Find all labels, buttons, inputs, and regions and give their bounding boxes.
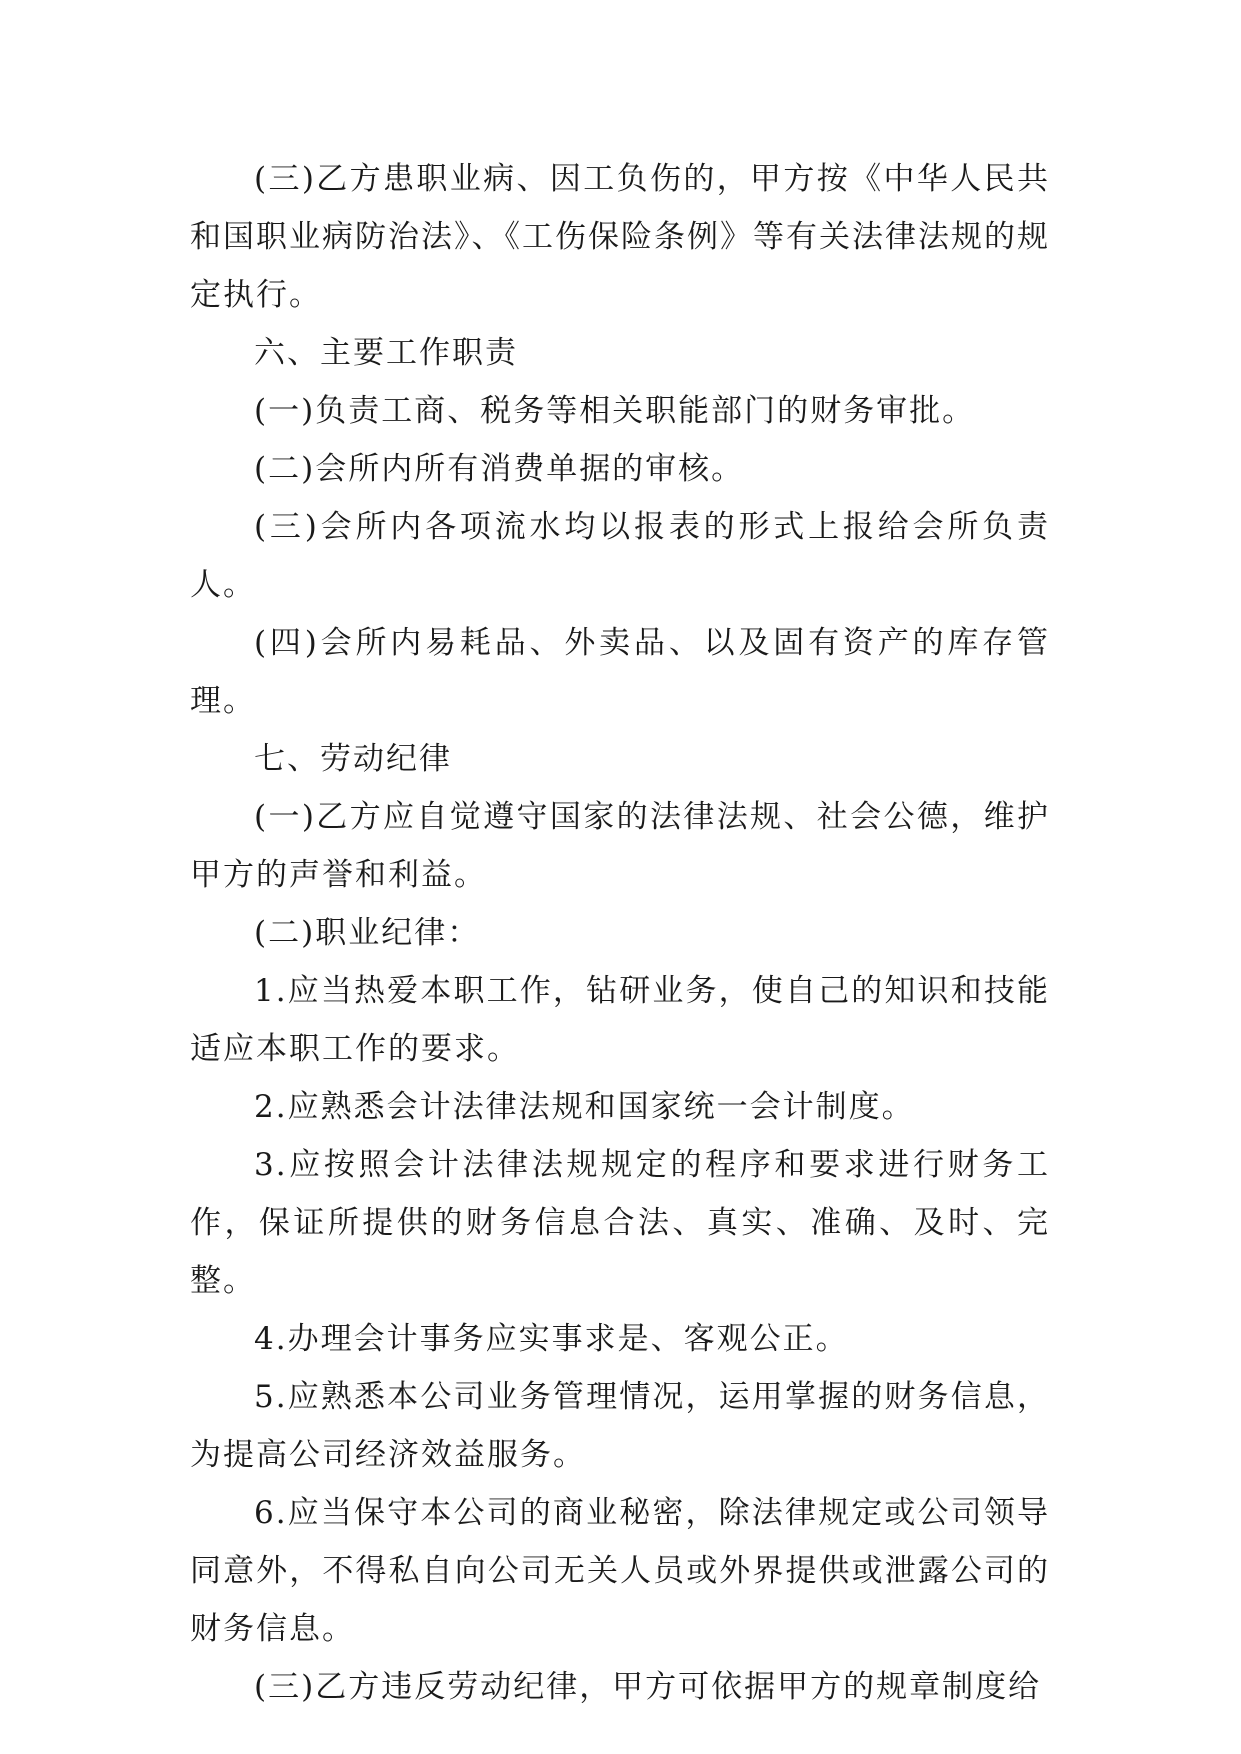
section-heading-discipline: 七、劳动纪律	[254, 741, 452, 777]
duty-item-2: (二)会所内所有消费单据的审核。	[254, 451, 745, 487]
discipline-item-3: (三)乙方违反劳动纪律，甲方可依据甲方的规章制度给	[254, 1669, 1042, 1705]
discipline-item-2: (二)职业纪律：	[254, 915, 481, 951]
duty-item-1: (一)负责工商、税务等相关职能部门的财务审批。	[254, 393, 976, 429]
paragraph-occupational-disease: (三)乙方患职业病、因工负伤的，甲方按《中华人民共和国职业病防治法》、《工伤保险条例》等有关法律法规的规定执行。	[190, 161, 1050, 313]
professional-rule-5: 5.应熟悉本公司业务管理情况，运用掌握的财务信息，为提高公司经济效益服务。	[190, 1379, 1050, 1473]
duty-item-4: (四)会所内易耗品、外卖品、以及固有资产的库存管理。	[190, 625, 1050, 719]
discipline-item-1: (一)乙方应自觉遵守国家的法律法规、社会公德，维护甲方的声誉和利益。	[190, 799, 1050, 893]
professional-rule-2: 2.应熟悉会计法律法规和国家统一会计制度。	[254, 1089, 915, 1125]
professional-rule-3: 3.应按照会计法律法规规定的程序和要求进行财务工作，保证所提供的财务信息合法、真实、准确、及时、完整。	[190, 1147, 1050, 1299]
professional-rule-4: 4.办理会计事务应实事求是、客观公正。	[254, 1321, 849, 1357]
professional-rule-1: 1.应当热爱本职工作，钻研业务，使自己的知识和技能适应本职工作的要求。	[190, 973, 1050, 1067]
section-heading-duties: 六、主要工作职责	[254, 335, 518, 371]
duty-item-3: (三)会所内各项流水均以报表的形式上报给会所负责人。	[190, 509, 1050, 603]
document-body	[190, 150, 1050, 1716]
professional-rule-6: 6.应当保守本公司的商业秘密，除法律规定或公司领导同意外，不得私自向公司无关人员或外界提供或泄露公司的财务信息。	[190, 1495, 1050, 1647]
